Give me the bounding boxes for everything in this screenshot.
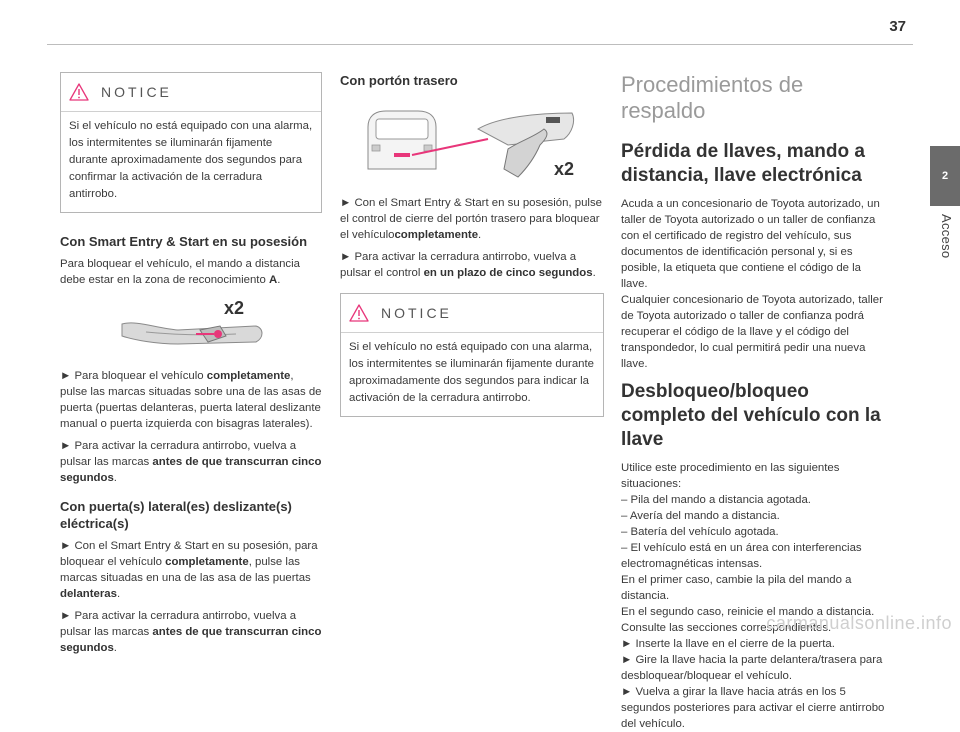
section-heading-smart-entry: Con Smart Entry & Start en su posesión <box>60 234 308 249</box>
paragraph: En el segundo caso, reinicie el mando a distancia. <box>621 606 875 618</box>
step-antitheft: ► Para activar la cerradura antirrobo, vuelva a pulsar las marcas antes de que transcurran cinco segundos. <box>60 440 322 484</box>
notice-text: Si el vehículo no está equipado con una alarma, los intermitentes se iluminarán fijamente durante aproximadamente dos segundos para confirmar la activación de la cerradura antirrobo. <box>69 120 313 200</box>
chapter-label: Acceso <box>939 214 954 259</box>
main-heading: Procedimientos de respaldo <box>621 72 804 123</box>
column-middle <box>340 72 604 437</box>
header-divider <box>47 44 913 45</box>
notice-title: NOTICE <box>381 305 452 321</box>
notice-divider <box>341 332 603 333</box>
page-number: 37 <box>889 18 906 35</box>
step-item: ► Inserte la llave en el cierre de la puerta. <box>621 638 835 650</box>
step-lock-tailgate: ► Con el Smart Entry & Start en su posesión, pulse el control de cierre del portón trasero para bloquear el vehículocompletamente. <box>340 197 602 241</box>
paragraph: Consulte las secciones correspondientes. <box>621 622 832 634</box>
paragraph: Utilice este procedimiento en las siguientes situaciones: <box>621 462 840 490</box>
notice-text: Si el vehículo no está equipado con una alarma, los intermitentes se iluminarán fijamente durante aproximadamente dos segundos para indicar la activación de la cerradura antirrobo. <box>349 341 595 404</box>
tailgate-illustration <box>358 99 598 183</box>
notice-box <box>340 293 604 417</box>
x2-label: x2 <box>224 298 245 318</box>
x2-label: x2 <box>554 159 575 179</box>
warning-triangle-icon <box>349 304 369 322</box>
paragraph: Acuda a un concesionario de Toyota autorizado, un taller de Toyota autorizado o un taller de confianza con el certificado de registro del vehículo, sus documentos de identificación personal y, si es posible, la etiqueta que contiene el código de la llave. <box>621 198 880 290</box>
heading-unlock-lock-key: Desbloqueo/bloqueo completo del vehículo con la llave <box>621 381 881 450</box>
door-handle-illustration <box>116 294 266 358</box>
step-item: ► Gire la llave hacia la parte delantera/trasera para desbloquear/bloquear el vehículo. <box>621 654 883 682</box>
notice-header <box>349 302 595 324</box>
section-heading-tailgate: Con portón trasero <box>340 73 458 88</box>
paragraph: Cualquier concesionario de Toyota autorizado, taller de Toyota autorizado o taller de confianza podrá recuperar el código de la llave y el código del transpondedor, lo cual permitirá pedir una nueva llave. <box>621 294 883 370</box>
warning-triangle-icon <box>69 83 89 101</box>
heading-lost-keys: Pérdida de llaves, mando a distancia, llave electrónica <box>621 141 865 186</box>
watermark: carmanualsonline.info <box>766 613 952 633</box>
column-left <box>60 72 322 662</box>
notice-title: NOTICE <box>101 84 172 100</box>
step-antitheft-sliding: ► Para activar la cerradura antirrobo, vuelva a pulsar las marcas antes de que transcurran cinco segundos. <box>60 610 322 654</box>
step-lock-complete: ► Para bloquear el vehículo completamente, pulse las marcas situadas sobre una de las asas de puerta (puertas delanteras, puerta lateral deslizante manual o puerta izquierda con bisagras laterales). <box>60 370 322 430</box>
notice-divider <box>61 111 321 112</box>
paragraph: En el primer caso, cambie la pila del mando a distancia. <box>621 574 852 602</box>
list-item: – El vehículo está en un área con interferencias electromagnéticas intensas. <box>621 542 862 570</box>
chapter-tab[interactable]: 2 <box>930 146 960 206</box>
list-item: – Pila del mando a distancia agotada. <box>621 494 811 506</box>
section-heading-sliding-doors: Con puerta(s) lateral(es) deslizante(s) eléctrica(s) <box>60 499 292 531</box>
list-item: – Batería del vehículo agotada. <box>621 526 779 538</box>
step-item: ► Vuelva a girar la llave hacia atrás en los 5 segundos posteriores para activar el cierre antirrobo del vehículo. <box>621 686 885 730</box>
step-antitheft-tailgate: ► Para activar la cerradura antirrobo, vuelva a pulsar el control en un plazo de cinco segundos. <box>340 251 596 279</box>
list-item: – Avería del mando a distancia. <box>621 510 780 522</box>
body-paragraph: Para bloquear el vehículo, el mando a distancia debe estar en la zona de reconocimiento A. <box>60 258 300 286</box>
notice-box <box>60 72 322 213</box>
step-lock-sliding: ► Con el Smart Entry & Start en su posesión, para bloquear el vehículo completamente, pulse las marcas situadas en una de las asa de las puertas delanteras. <box>60 540 318 600</box>
notice-header <box>69 81 313 103</box>
